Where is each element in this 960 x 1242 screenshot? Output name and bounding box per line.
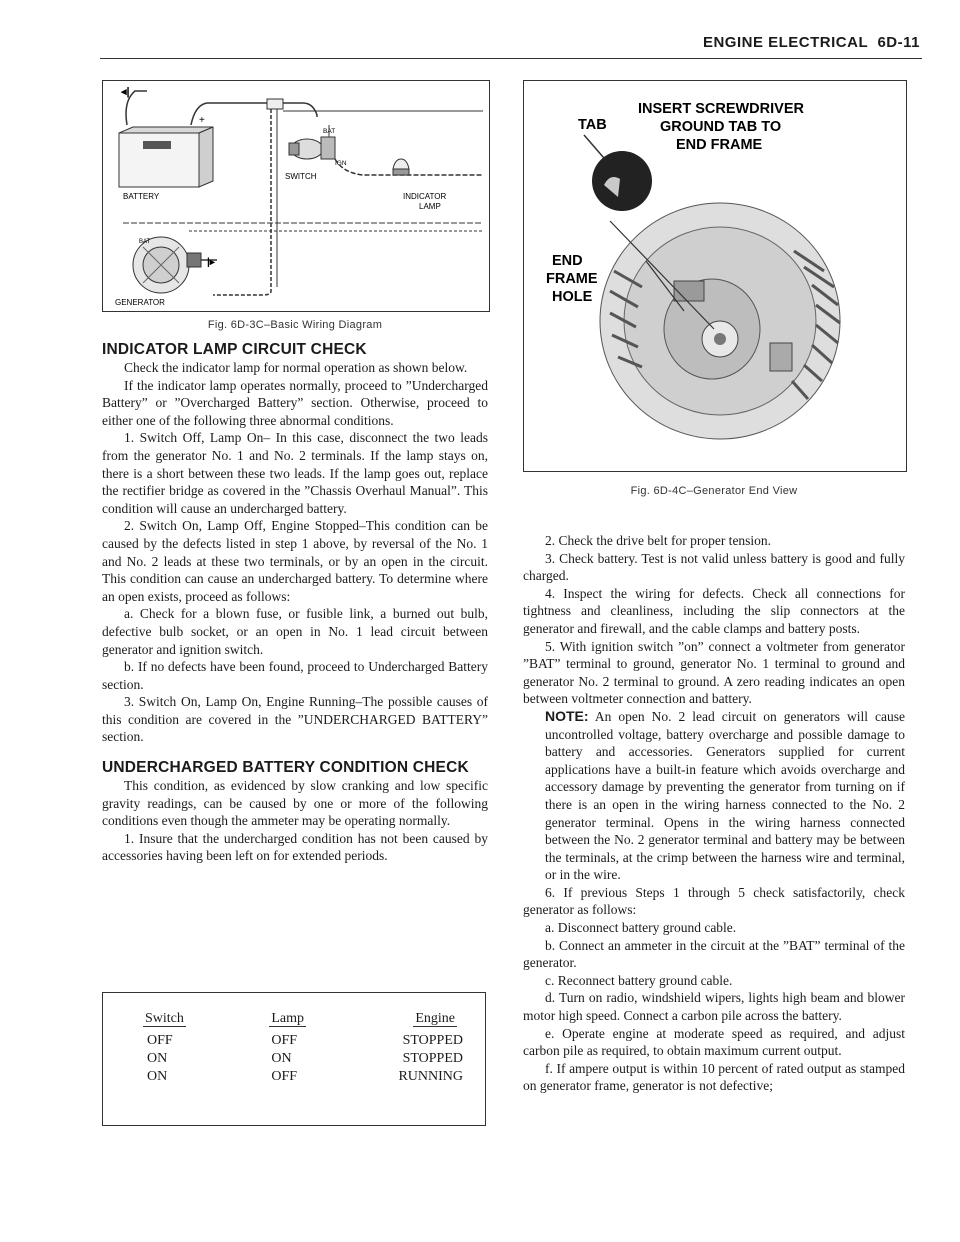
figure2-caption: Fig. 6D-4C–Generator End View	[630, 485, 798, 497]
paragraph: b. Connect an ammeter in the circuit at the ”BAT” terminal of the generator.	[523, 937, 905, 971]
indicator-label: INDICATOR	[403, 192, 447, 201]
ign-terminal-label: IGN	[335, 160, 347, 167]
paragraph: Check the indicator lamp for normal operation as shown below.	[124, 360, 468, 375]
svg-text:|▸: |▸	[207, 257, 215, 268]
frame-label: FRAME	[546, 271, 598, 287]
page-header	[703, 34, 920, 51]
tab-label: TAB	[578, 117, 607, 133]
paragraph: If the indicator lamp operates normally, proceed to ”Undercharged Battery” or ”Overcharged Battery” section. Otherwise, proceed to either one of the following three abnormal conditions.	[102, 377, 488, 428]
svg-text:+: +	[199, 115, 205, 126]
header-engine: Engine	[415, 1011, 455, 1026]
note-paragraph	[545, 708, 905, 884]
paragraph: 4. Inspect the wiring for defects. Check all connections for tightness and cleanliness, including the slip connectors at the generator and firewall, and the cable clamps and battery posts.	[523, 585, 905, 636]
left-column	[102, 340, 488, 865]
paragraph: 2. Switch On, Lamp Off, Engine Stopped–This condition can be caused by the defects listed in step 1 above, by reversal of the No. 1 and No. 2 leads at these two terminals, or by an open in the circuit. This condition can cause an undercharged battery. To determine where an open exists, proceed as follows:	[102, 518, 488, 604]
table-cell: RUNNING	[398, 1069, 463, 1084]
table-cell: STOPPED	[402, 1033, 463, 1048]
table-cell: STOPPED	[402, 1051, 463, 1066]
paragraph: 3. Switch On, Lamp On, Engine Running–The possible causes of this condition are covered in the ”UNDERCHARGED BATTERY” section.	[102, 694, 488, 745]
paragraph: a. Disconnect battery ground cable.	[545, 920, 737, 936]
table-row	[103, 1032, 485, 1050]
note-text: An open No. 2 lead circuit on generators will cause uncontrolled voltage, battery overcharge and possible damage to battery and accessories. Generators supplied for current applications have a built-in feature which avoids overcharge and accessory damage by preventing the generator from turning on if there is an open in the wiring harness connected to the No. 2 generator terminal. Opens in the wiring harness connected between the No. 2 generator terminal and battery may be between the terminals, at the crimp between the harness wire and terminal, or in the wire.	[545, 708, 905, 883]
insert-line2: GROUND TAB TO	[660, 119, 782, 135]
undercharged-battery-heading: UNDERCHARGED BATTERY CONDITION CHECK	[102, 759, 469, 777]
table-row	[103, 1050, 485, 1068]
indicator-lamp-heading: INDICATOR LAMP CIRCUIT CHECK	[102, 341, 367, 358]
paragraph: This condition, as evidenced by slow cranking and low specific gravity readings, can be caused by one or more of the following conditions even though the ammeter may be operating normally.	[102, 778, 488, 829]
table-cell: OFF	[271, 1069, 298, 1084]
table-cell: OFF	[271, 1033, 298, 1048]
table-cell: ON	[271, 1051, 292, 1066]
switch-label: SWITCH	[285, 172, 317, 181]
paragraph: c. Reconnect battery ground cable.	[545, 972, 733, 988]
paragraph: e. Operate engine at moderate speed as required, and adjust carbon pile as required, to obtain maximum current output.	[523, 1025, 905, 1059]
page-number: 6D-11	[877, 34, 920, 51]
right-column	[523, 532, 905, 1095]
paragraph: 1. Switch Off, Lamp On– In this case, disconnect the two leads from the generator No. 1 and No. 2 terminals. If the lamp stays on, there is a short between these two leads. If the lamp goes out, replace the rectifier bridge as covered in the ”Chassis Overhaul Manual”. This condition will cause an undercharged battery.	[102, 430, 488, 516]
paragraph: 5. With ignition switch ”on” connect a voltmeter from generator ”BAT” terminal to ground, generator No. 1 terminal to ground and generator No. 2 terminal to ground. A zero reading indicates an open between voltmeter connection and battery.	[523, 638, 905, 707]
table-cell: OFF	[147, 1033, 173, 1048]
paragraph: d. Turn on radio, windshield wipers, lights high beam and blower motor high speed. Connect a carbon pile across the battery.	[523, 990, 905, 1024]
paragraph: a. Check for a blown fuse, or fusible link, a burned out bulb, defective bulb socket, or an open in No. 1 lead circuit between generator and ignition switch.	[102, 606, 488, 657]
figure1-caption: Fig. 6D-3C–Basic Wiring Diagram	[207, 319, 383, 331]
paragraph: f. If ampere output is within 10 percent of rated output as stamped on generator frame, generator is not defective;	[523, 1060, 905, 1094]
battery-label: BATTERY	[123, 192, 160, 201]
hole-label: HOLE	[552, 289, 593, 305]
paragraph: b. If no defects have been found, proceed to Undercharged Battery section.	[102, 659, 488, 692]
lamp-label: LAMP	[419, 202, 441, 211]
table-cell: ON	[147, 1051, 168, 1066]
svg-text:◂|: ◂|	[121, 86, 130, 98]
paragraph: 6. If previous Steps 1 through 5 check satisfactorily, check generator as follows:	[523, 884, 905, 918]
note-label: NOTE:	[545, 707, 589, 724]
header-switch: Switch	[145, 1011, 184, 1026]
header-rule	[100, 58, 922, 59]
table-row	[103, 1068, 485, 1086]
table-cell: ON	[147, 1069, 168, 1084]
generator-end-view-figure	[523, 80, 907, 472]
insert-line1: INSERT SCREWDRIVER	[638, 101, 804, 117]
wiring-diagram-illustration	[103, 81, 489, 311]
paragraph: 2. Check the drive belt for proper tension.	[545, 533, 772, 548]
end-label: END	[552, 253, 583, 269]
generator-label: GENERATOR	[115, 298, 165, 307]
header-lamp: Lamp	[271, 1011, 305, 1026]
bat-terminal-label: BAT	[323, 128, 336, 135]
lamp-operation-table	[102, 992, 486, 1126]
wiring-diagram-figure	[102, 80, 490, 312]
paragraph: 1. Insure that the undercharged condition has not been caused by accessories having been left on for extended periods.	[102, 830, 488, 864]
generator-illustration	[524, 81, 906, 471]
insert-line3: END FRAME	[676, 137, 763, 153]
header-title: ENGINE ELECTRICAL	[702, 34, 869, 51]
generator-bat-label: BAT	[139, 239, 151, 245]
paragraph: 3. Check battery. Test is not valid unless battery is good and fully charged.	[523, 550, 905, 584]
